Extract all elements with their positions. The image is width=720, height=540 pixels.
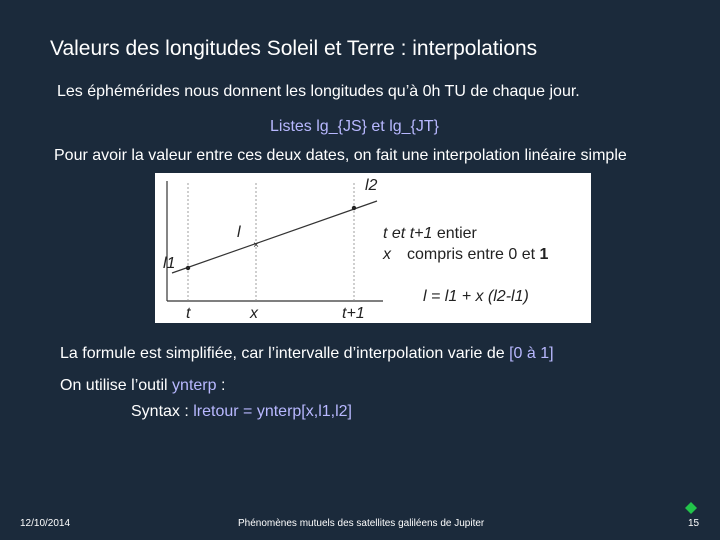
label-l2: l2	[365, 177, 378, 194]
text-line-syntax: Syntax : lretour = ynterp[x,l1,l2]	[131, 403, 352, 420]
label-t1: t+1	[342, 305, 365, 322]
text-line-interpolation: Pour avoir la valeur entre ces deux dates, on fait une interpolation linéaire simple	[54, 147, 627, 164]
explain-line2: x compris entre 0 et 1	[383, 246, 549, 263]
label-x: x	[250, 305, 258, 322]
interval-highlight: [0 à 1]	[509, 345, 554, 362]
explain-line1: t et t+1 entier	[383, 225, 477, 242]
text-line-lists: Listes lg_{JS} et lg_{JT}	[270, 118, 439, 135]
label-l1: l1	[163, 255, 176, 272]
interpolation-diagram	[155, 173, 591, 323]
tool-name: ynterp	[172, 377, 217, 394]
interpolation-line	[172, 201, 377, 273]
footer-date: 12/10/2014	[20, 518, 71, 529]
text-line-tool: On utilise l’outil ynterp :	[60, 377, 226, 394]
text-line-formula-simplified: La formule est simplifiée, car l’intervalle d’interpolation varie de [0 à 1]	[60, 345, 554, 362]
footer-title: Phénomènes mutuels des satellites galiléens de Jupiter	[238, 518, 485, 529]
footer-page-number: 15	[688, 518, 700, 529]
green-diamond-icon[interactable]	[685, 502, 697, 514]
label-t: t	[186, 305, 191, 322]
slide-title: Valeurs des longitudes Soleil et Terre : interpolations	[50, 37, 538, 60]
point-l-marker: ×	[253, 240, 259, 251]
text-line-ephemerides: Les éphémérides nous donnent les longitudes qu’à 0h TU de chaque jour.	[57, 83, 580, 100]
point-l2	[352, 206, 356, 210]
label-l: l	[237, 224, 241, 241]
point-l1	[186, 266, 190, 270]
syntax-code: lretour = ynterp[x,l1,l2]	[193, 403, 352, 420]
formula: l = l1 + x (l2-l1)	[423, 288, 529, 305]
